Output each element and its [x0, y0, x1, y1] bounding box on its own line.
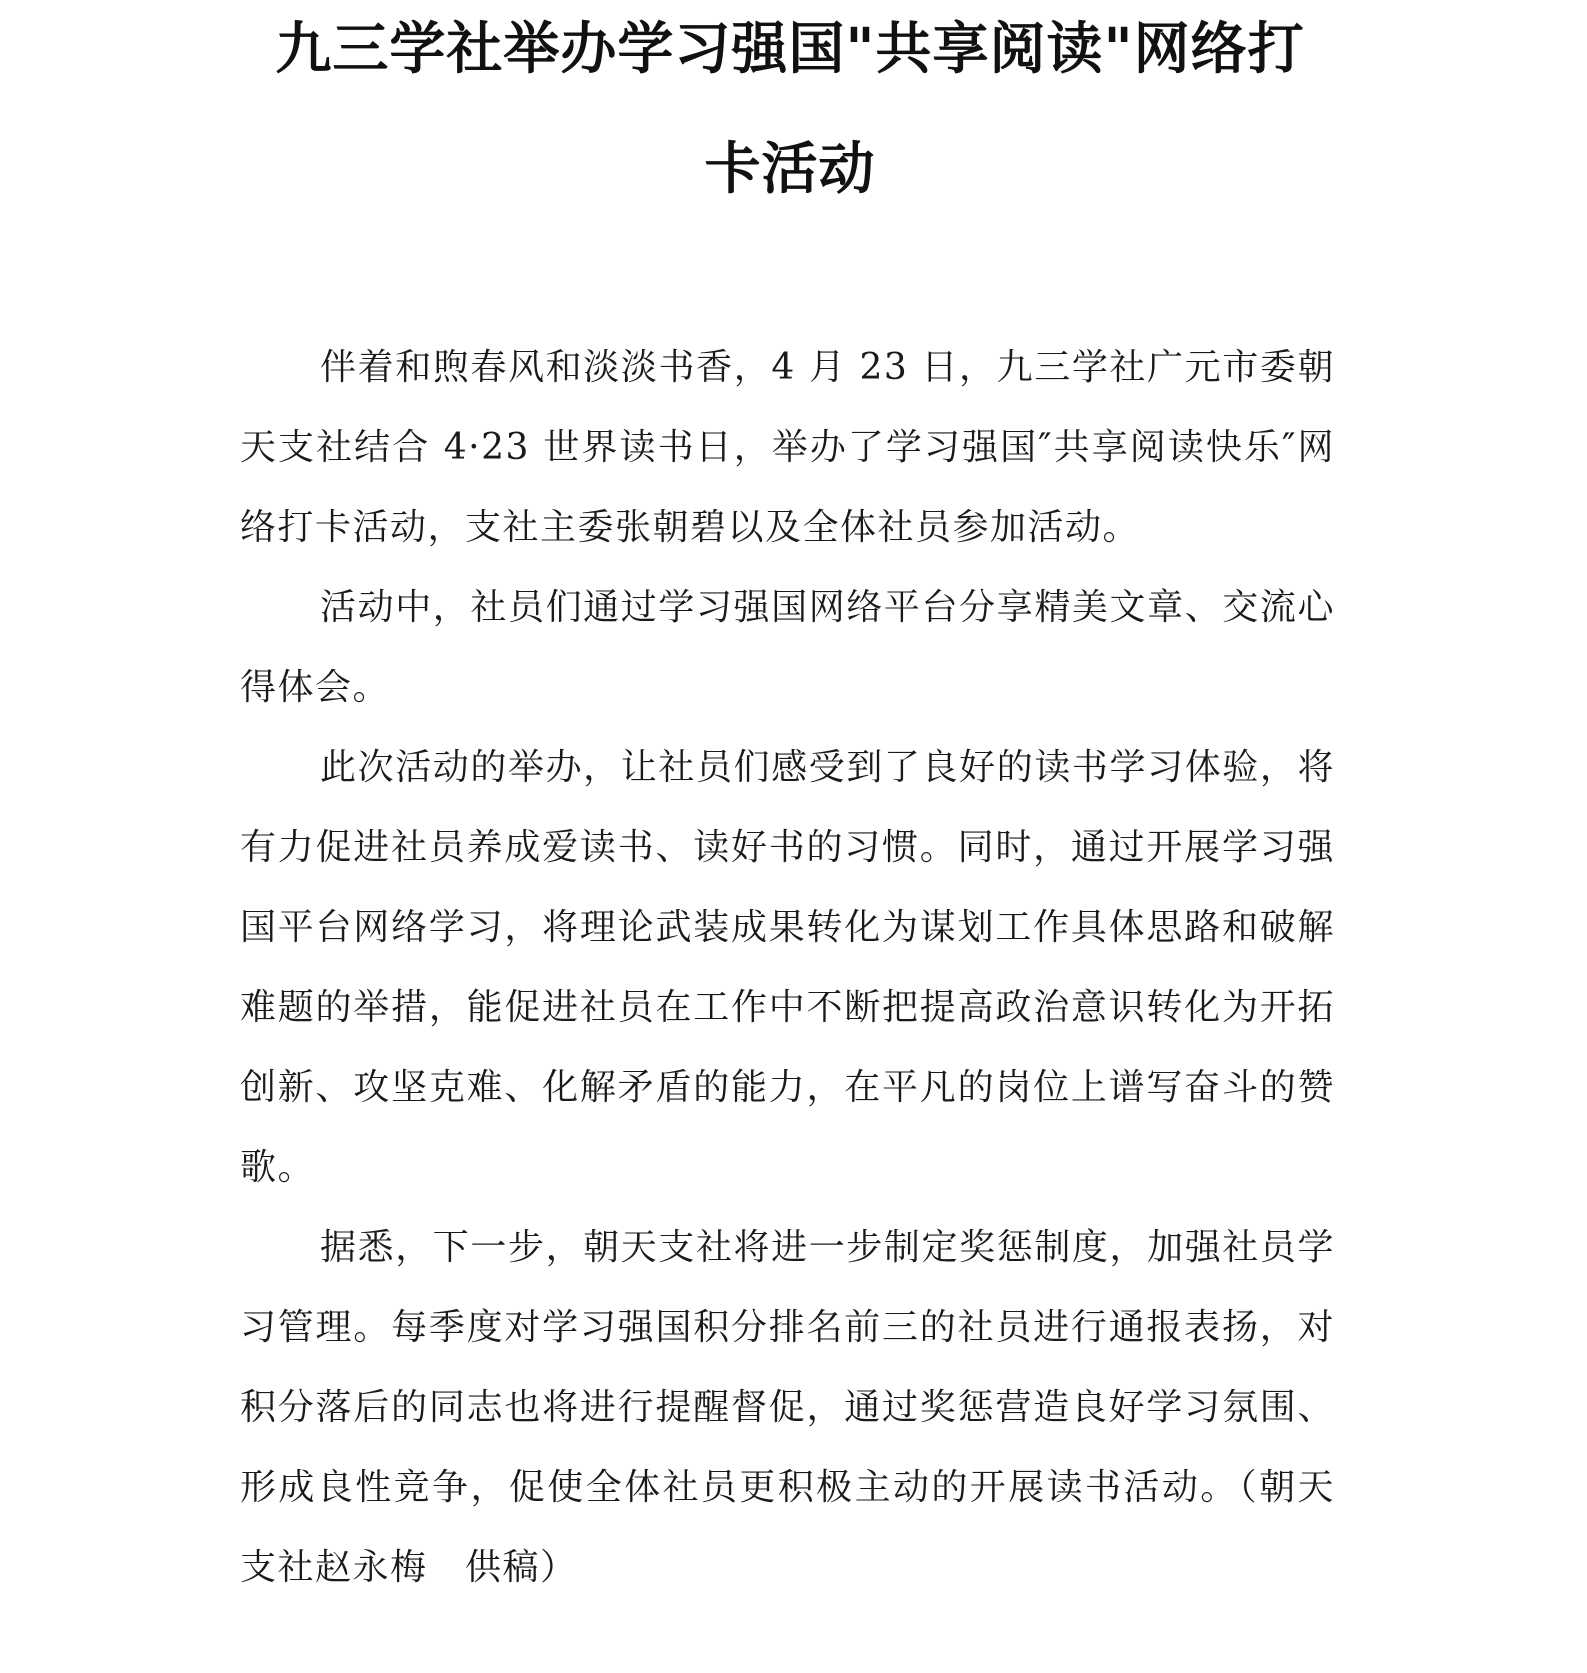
page-title-line-2: 卡活动 [704, 136, 876, 202]
paragraph-3: 此次活动的举办，让社员们感受到了良好的读书学习体验，将有力促进社员养成爱读书、读好书的习惯。同时，通过开展学习强国平台网络学习，将理论武装成果转化为谋划工作具体思路和破解难题的举措，能促进社员在工作中不断把提高政治意识转化为开拓创新、攻坚克难、化解矛盾的能力，在平凡的岗位上谱写奋斗的赞歌。 [240, 747, 1335, 1188]
page-title-line-1: 九三学社举办学习强国"共享阅读"网络打 [275, 16, 1305, 82]
paragraph-2: 活动中，社员们通过学习强国网络平台分享精美文章、交流心得体会。 [240, 587, 1335, 708]
paragraph-4: 据悉，下一步，朝天支社将进一步制定奖惩制度，加强社员学习管理。每季度对学习强国积分排名前三的社员进行通报表扬，对积分落后的同志也将进行提醒督促，通过奖惩营造良好学习氛围、形成良性竞争，促使全体社员更积极主动的开展读书活动。（朝天支社赵永梅 供稿） [240, 1227, 1335, 1588]
article-body [240, 328, 1335, 1608]
paragraph-1: 伴着和煦春风和淡淡书香，4 月 23 日，九三学社广元市委朝天支社结合 4·23 世界读书日，举办了学习强国″共享阅读快乐″网络打卡活动，支社主委张朝碧以及全体社员参加活动。 [240, 347, 1335, 548]
